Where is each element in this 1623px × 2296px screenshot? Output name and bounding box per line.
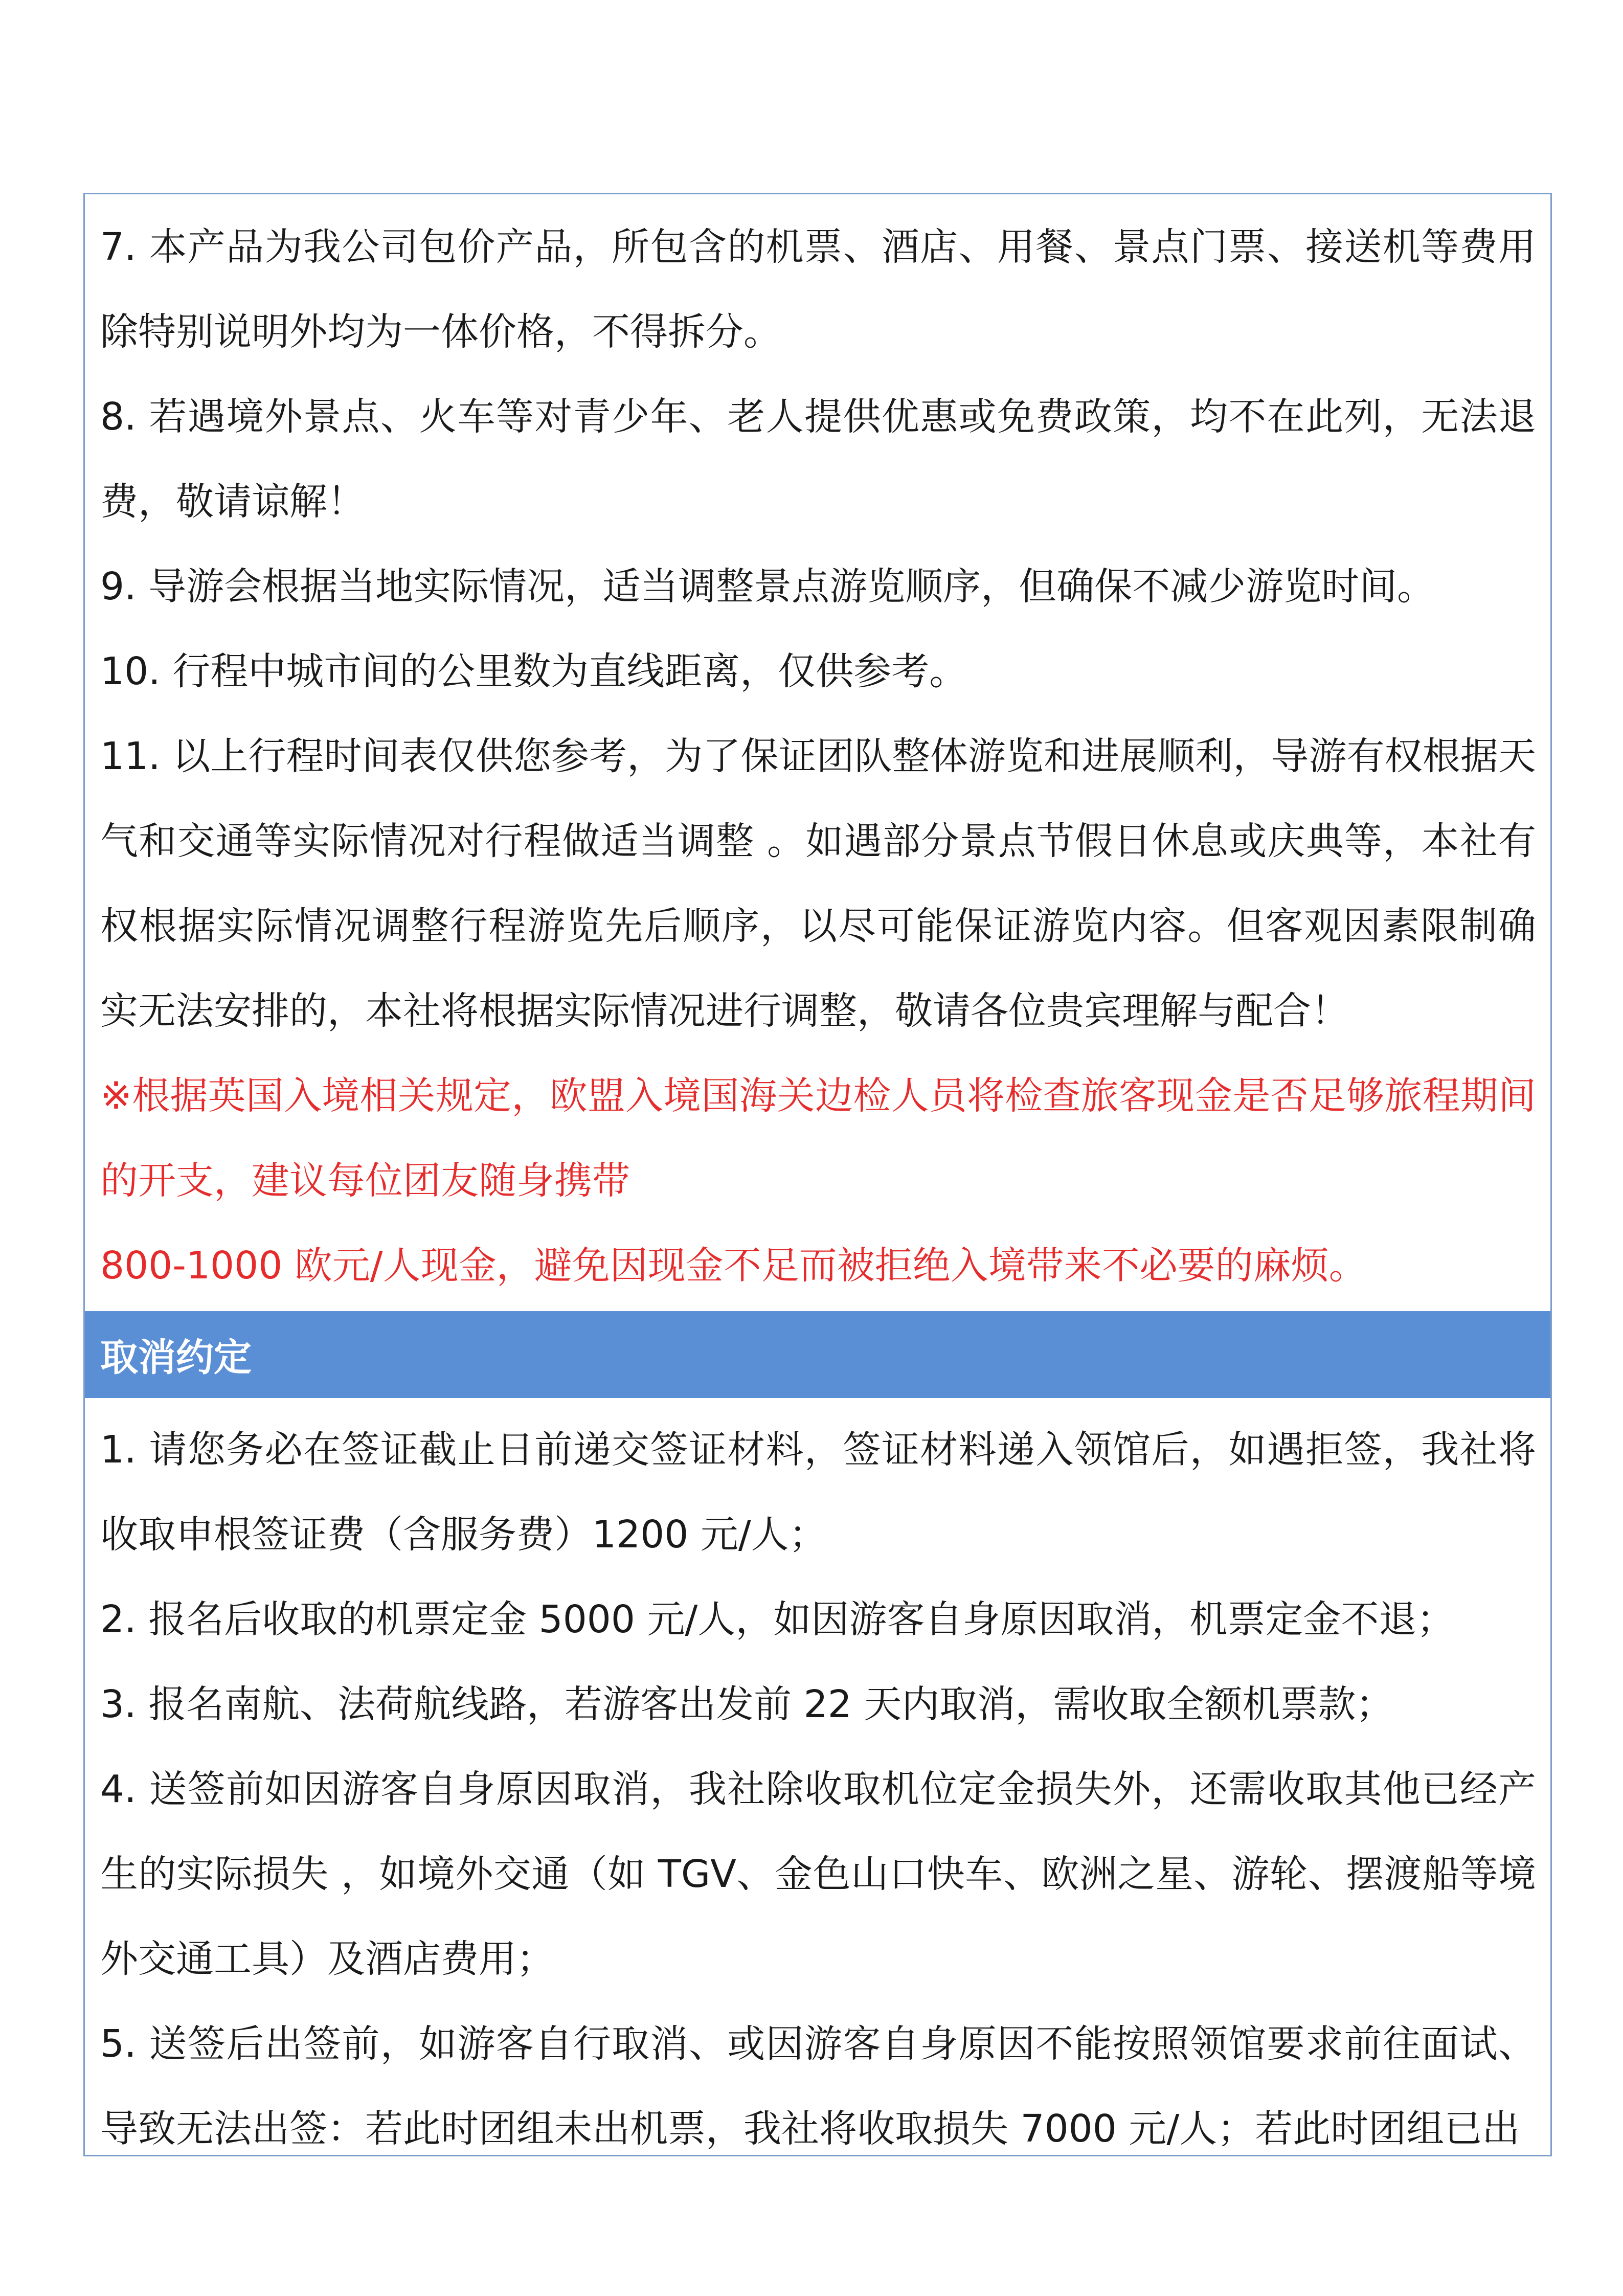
cancellation-item-1: 1. 请您务必在签证截止日前递交签证材料，签证材料递入领馆后，如遇拒签，我社将收取申根签证费（含服务费）1200 元/人； bbox=[100, 1428, 1536, 1557]
cancellation-item-3: 3. 报名南航、法荷航线路，若游客出发前 22 天内取消，需收取全额机票款； bbox=[100, 1682, 1394, 1726]
itinerary-notes-panel bbox=[83, 193, 1552, 2156]
cash-warning-line-2: 800-1000 欧元/人现金，避免因现金不足而被拒绝入境带来不必要的麻烦。 bbox=[100, 1244, 1367, 1288]
cancellation-item-2: 2. 报名后收取的机票定金 5000 元/人，如因游客自身原因取消，机票定金不退； bbox=[100, 1597, 1455, 1641]
cancellation-section bbox=[85, 1398, 1550, 2156]
cash-warning-line-1: ※根据英国入境相关规定，欧盟入境国海关边检人员将检查旅客现金是否足够旅程期间的开支，建议每位团友随身携带 bbox=[100, 1074, 1536, 1203]
cancellation-section-header bbox=[85, 1311, 1550, 1398]
cancellation-item-4: 4. 送签前如因游客自身原因取消，我社除收取机位定金损失外，还需收取其他已经产生的实际损失 ，如境外交通（如 TGV、金色山口快车、欧洲之星、游轮、摆渡船等境外交通工具）及酒店费用； bbox=[100, 1767, 1536, 1981]
notes-section bbox=[85, 194, 1550, 1308]
cancellation-title: 取消约定 bbox=[100, 1336, 252, 1380]
note-item-7: 7. 本产品为我公司包价产品，所包含的机票、酒店、用餐、景点门票、接送机等费用除特别说明外均为一体价格，不得拆分。 bbox=[100, 225, 1536, 354]
cancellation-item-5: 5. 送签后出签前，如游客自行取消、或因游客自身原因不能按照领馆要求前往面试、导致无法出签：若此时团组未出机票，我社将收取损失 7000 元/人；若此时团组已出 bbox=[100, 2022, 1536, 2151]
note-item-8: 8. 若遇境外景点、火车等对青少年、老人提供优惠或免费政策，均不在此列，无法退费，敬请谅解！ bbox=[100, 395, 1536, 524]
note-item-10: 10. 行程中城市间的公里数为直线距离，仅供参考。 bbox=[100, 649, 967, 693]
note-item-9: 9. 导游会根据当地实际情况，适当调整景点游览顺序，但确保不减少游览时间。 bbox=[100, 565, 1435, 609]
note-item-11: 11. 以上行程时间表仅供您参考，为了保证团队整体游览和进展顺利，导游有权根据天气和交通等实际情况对行程做适当调整 。如遇部分景点节假日休息或庆典等，本社有权根据实际情况调整行程游览先后顺序，以尽可能保证游览内容。但客观因素限制确实无法安排的，本社将根据实际情况进行调整，敬请各位贵宾理解与配合！ bbox=[100, 734, 1536, 1033]
